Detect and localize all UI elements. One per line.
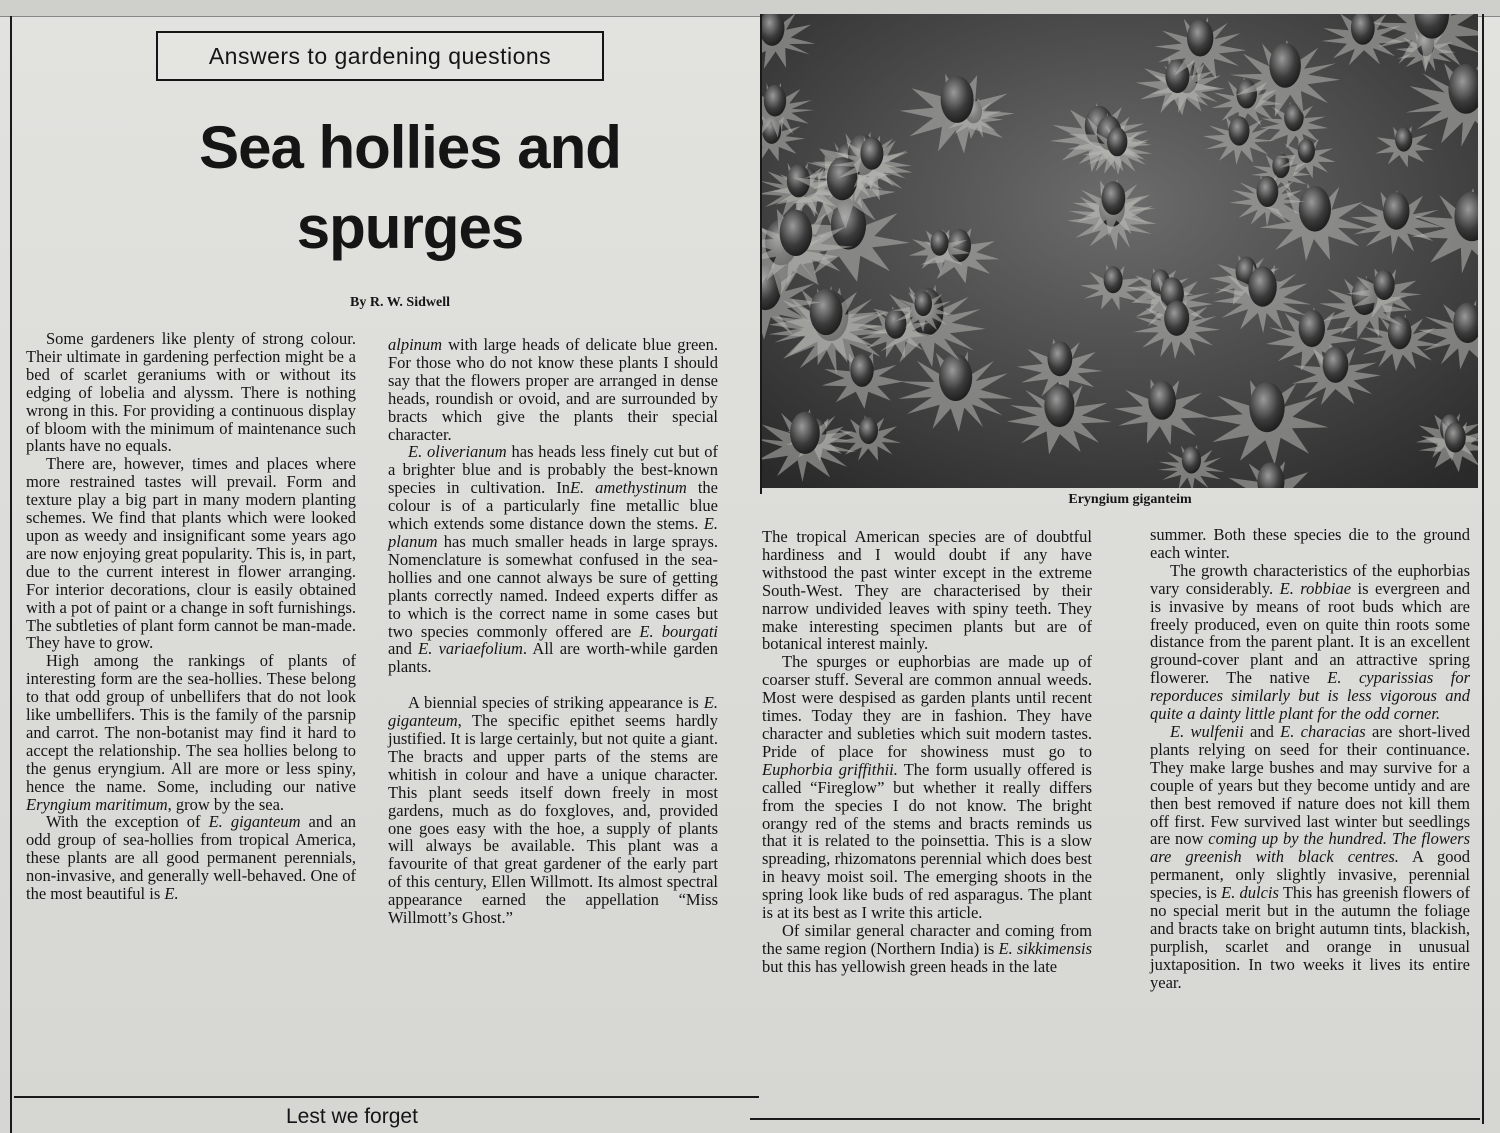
headline-line-1: Sea hollies and: [199, 114, 621, 181]
italic-text: E. giganteum: [208, 812, 301, 832]
text-run: , grow by the sea.: [167, 794, 285, 814]
text-run: is evergreen and is invasive by means of root buds which are freely produced, even on quite thin roots some distance from the parent plant. It is an excellent ground-cover plant and an attractive spring flowerer. The native: [1150, 578, 1470, 688]
italic-text: Euphorbia griffithii.: [762, 759, 898, 779]
italic-text: E. cyparissias for reporduces similarly but is less vigorous and quite a dainty little plant for the odd corner.: [1150, 668, 1470, 724]
sea-holly-flowers-image: [762, 14, 1478, 488]
text-run: and: [1243, 721, 1281, 741]
byline: By R. W. Sidwell: [350, 295, 450, 310]
paragraph: [1150, 526, 1470, 562]
paragraph: [26, 813, 356, 903]
text-run: A good permanent, only slightly invasive, perennial species, is: [1150, 847, 1470, 903]
bottom-rule-right: [750, 1118, 1480, 1120]
text-run: and an odd group of sea-hollies from tropical America, these plants are all good permanent perennials, non-invasive, and generally well-behaved. One of the most beautiful is: [26, 812, 356, 904]
text-run: The spurges or euphorbias are made up of coarser stuff. Several are common annual weeds. Most were despised as garden plants until recent times. Today they are in fashion. They have character and subleties which suit modern tastes. Pride of place for showiness must go to: [762, 652, 1092, 761]
article-column-4: [1150, 526, 1470, 992]
article-column-3: [762, 528, 1092, 976]
text-run: but this has yellowish green heads in the late: [762, 956, 1058, 976]
paragraph: [1150, 562, 1470, 723]
italic-text: E. planum: [388, 514, 718, 551]
photo-caption: Eryngium giganteim: [1068, 492, 1192, 507]
text-run: summer. Both these species die to the ground each winter.: [1150, 525, 1470, 562]
text-run: The tropical American species are of doubtful hardiness and I would doubt if any have withstood the past winter except in the extreme South-West. They are characterised by their narrow undivided leaves with spiny teeth. They make interesting specimen plants but are of botanical interest mainly.: [762, 527, 1092, 654]
italic-text: E. characias: [1280, 721, 1366, 741]
text-run: the colour is of a particularly fine metallic blue which extends some distance down the stems.: [388, 478, 718, 534]
text-run: With the exception of: [46, 812, 209, 832]
italic-text: E. amethystinum: [569, 478, 687, 498]
paragraph: [26, 652, 356, 813]
text-run: High among the rankings of plants of interesting form are the sea-hollies. These belong to that odd group of unbellifers that do not look like umbellifers. This is the family of the parsnip and carrot. The non-botanist may find it hard to accept the relationship. The sea hollies belong to the genus eryngium. All are more or less spiny, hence the name. Some, including our native: [26, 651, 356, 796]
text-run: This has greenish flowers of no special merit but in the autumn the foliage and bracts take on bright autumn tints, blackish, purplish, scarlet and orange in unusual juxtaposition. In two weeks it lives its entire year.: [1150, 883, 1470, 992]
text-run: and: [388, 639, 419, 659]
next-article-heading: Lest we forget: [286, 1105, 418, 1128]
headline: [150, 108, 670, 268]
italic-text: E. oliverianum: [408, 442, 507, 462]
article-column-1: [26, 330, 356, 903]
text-run: Some gardeners like plenty of strong colour. Their ultimate in gardening perfection might be a bed of scarlet geraniums with or without its edging of lobelia and alyssm. There is nothing wrong in this. For providing a continuous display of bloom with the minimum of maintenance such plants have no equals.: [26, 329, 356, 456]
text-run: There are, however, times and places where more restrained tastes will prevail. Form and texture play a big part in many modern planting schemes. We find that plants which were looked upon as weedy and insignificant some years ago are now enjoying great popularity. This is, in part, due to the current interest in flower arranging. For interior decorations, clour is easily obtained with a pot of paint or a change in soft furnishings. The subtleties of plant form cannot be man-made. They have to grow.: [26, 454, 356, 653]
text-run: A biennial species of striking appearance is: [408, 693, 704, 713]
italic-text: E. bourgati: [639, 621, 718, 641]
text-run: Of similar general character and coming from the same region (Northern India) is: [762, 920, 1092, 958]
italic-text: E. giganteum: [388, 693, 718, 731]
paragraph: [762, 922, 1092, 976]
italic-text: Eryngium maritimum: [26, 794, 168, 814]
italic-text: coming up by the hundred. The flowers are greenish with black centres.: [1150, 829, 1471, 867]
text-run: has heads less finely cut but of a brighter blue and is probably the best-known species in cultivation. In: [388, 442, 718, 498]
italic-text: E. dulcis: [1221, 883, 1279, 903]
italic-text: E.: [164, 884, 179, 904]
paragraph: [762, 528, 1092, 653]
section-tag: Answers to gardening questions: [156, 31, 604, 81]
paragraph: [388, 443, 718, 676]
left-margin-rule: [10, 16, 12, 1133]
text-run: with large heads of delicate blue green. For those who do not know these plants I should say that the flowers proper are arranged in dense heads, roundish or ovoid, and are surrounded by bracts which give the plants their special character.: [388, 335, 718, 444]
article-column-2: [388, 336, 718, 927]
text-run: . All are worth-while garden plants.: [388, 639, 719, 677]
text-run: has much smaller heads in large sprays. Nomenclature is somewhat confused in the sea-hollies and one cannot always be sure of getting plants correctly named. Indeed experts differ as to which is the correct name in some cases but two species commonly offered are: [388, 531, 718, 641]
italic-text: alpinum: [388, 335, 443, 354]
paragraph: [26, 455, 356, 652]
paragraph: [388, 336, 718, 443]
paragraph: [1150, 723, 1470, 992]
italic-text: E. sikkimensis: [998, 938, 1092, 958]
italic-text: E. wulfenii: [1170, 721, 1244, 741]
paragraph: [388, 694, 718, 927]
headline-line-2: spurges: [296, 194, 524, 261]
right-edge-rule: [1482, 14, 1484, 1124]
text-run: The growth characteristics of the euphorbias vary considerably.: [1150, 560, 1470, 598]
bottom-rule: [14, 1096, 759, 1098]
paragraph: [762, 653, 1092, 922]
paragraph: [26, 330, 356, 455]
text-run: are short-lived plants relying on seed for their continuance. They make large bushes and may survive for a couple of years but they become untidy and are then best removed if nature does not kill them off first. Few survived last winter but seedlings are now: [1150, 721, 1470, 849]
eryngium-photo: [762, 14, 1478, 488]
italic-text: E. robbiae: [1279, 578, 1352, 598]
italic-text: E. variaefolium: [418, 639, 523, 659]
text-run: , The specific epithet seems hardly justified. It is large certainly, but not quite a giant. The bracts and upper parts of the stems are whitish in colour and have a unique character. This plant seeds itself down freely in most gardens, much as do foxgloves, and, provided one goes easy with the hoe, a supply of plants will always be available. This plant was a favourite of that great gardener of the early part of this century, Ellen Willmott. Its almost spectral appearance earned the appellation “Miss Willmott’s Ghost.”: [388, 711, 718, 928]
text-run: The form usually offered is called “Fireglow” but whether it really differs from the species I do not know. The bright orangy red of the stems and bracts reminds us that it is related to the poinsettia. This is a slow spreading, rhizomatons perennial which does best in heavy moist soil. The emerging shoots in the spring look like buds of red asparagus. The plant is at its best as I write this article.: [762, 759, 1092, 923]
